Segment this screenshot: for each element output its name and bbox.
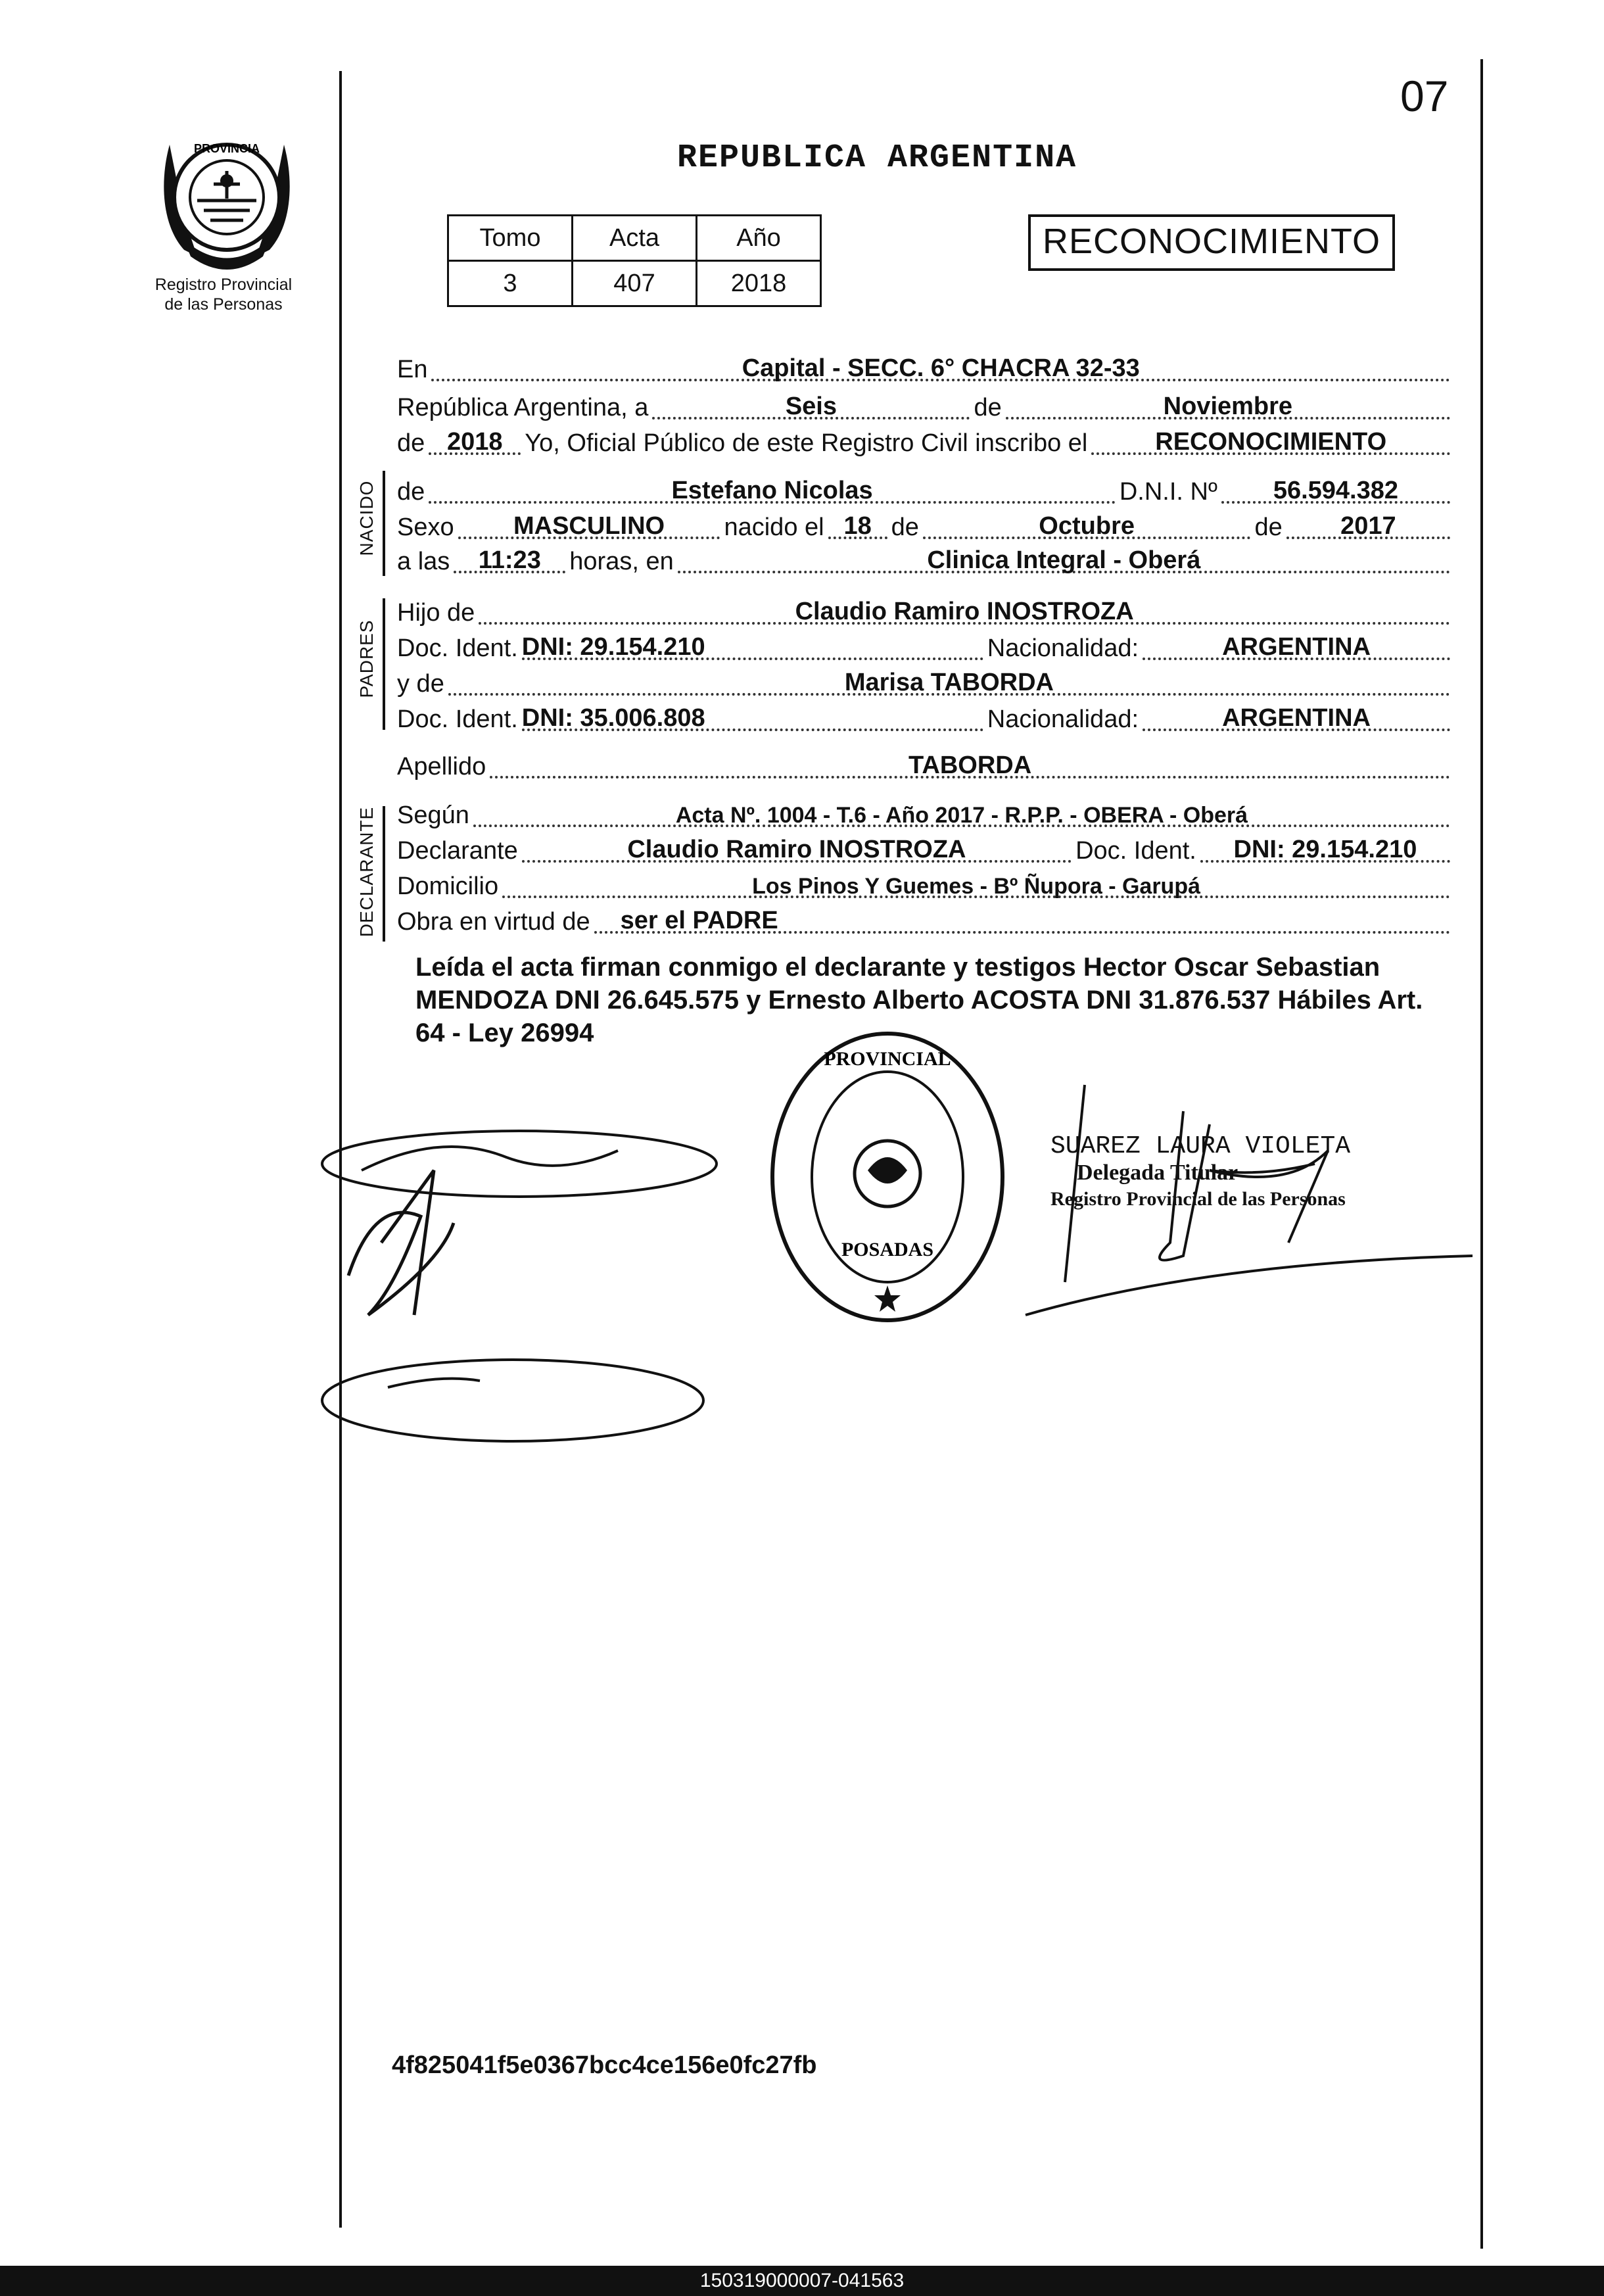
official-name: SUAREZ LAURA VIOLETA <box>1050 1132 1351 1160</box>
yo-text: Yo, Oficial Público de este Registro Civil inscribo el <box>525 429 1088 457</box>
madre-doc-label: Doc. Ident. <box>397 706 518 733</box>
nacido-sexo: MASCULINO <box>513 512 665 540</box>
svg-text:PROVINCIAL: PROVINCIAL <box>824 1048 951 1070</box>
line-nacido-hora <box>397 543 1454 579</box>
hijo-de-label: Hijo de <box>397 599 475 627</box>
registry-table <box>447 214 822 307</box>
closing-text: Leída el acta firman conmigo el declarante y testigos Hector Oscar Sebastian MENDOZA DNI 26.645.575 y Ernesto Alberto ACOSTA DNI 31.876.537 Hábiles Art. 64 - Ley 26994 <box>415 953 1423 1047</box>
a-las-label: a las <box>397 548 450 575</box>
provincial-seal <box>158 125 296 276</box>
line-y-de <box>397 665 1454 701</box>
padre-nac-label: Nacionalidad: <box>987 634 1139 662</box>
official-office: Registro Provincial de las Personas <box>1050 1188 1346 1210</box>
nacido-de-label: de <box>397 478 425 506</box>
horas-en-label: horas, en <box>569 548 674 575</box>
declarante-side-label: DECLARANTE <box>356 806 377 938</box>
nacido-mes: Octubre <box>1039 512 1135 540</box>
nacido-anio: 2017 <box>1340 512 1396 540</box>
seal-icon <box>158 125 296 276</box>
seal-caption-line1: Registro Provincial <box>154 275 293 294</box>
official-block <box>1050 1134 1350 1212</box>
nacido-dia: 18 <box>843 512 872 540</box>
anio-value: 2018 <box>447 428 503 456</box>
document-title: REPUBLICA ARGENTINA <box>677 139 1077 177</box>
nacido-side-label: NACIDO <box>356 480 377 556</box>
seal-caption-line2: de las Personas <box>164 295 283 314</box>
line-declarante <box>397 832 1454 868</box>
table-header-anio: Año <box>697 216 821 261</box>
padres-bracket <box>383 598 385 730</box>
de2-label: de <box>397 429 425 457</box>
official-stamp <box>763 1026 1012 1328</box>
republica-label: República Argentina, a <box>397 394 649 421</box>
table-value-tomo: 3 <box>448 261 573 306</box>
domicilio-value: Los Pinos Y Guemes - Bº Ñupora - Garupá <box>752 874 1200 899</box>
nacido-de-label3: de <box>1254 514 1283 541</box>
padre-doc-label: Doc. Ident. <box>397 634 518 662</box>
line-en <box>397 351 1454 387</box>
apellido-value: TABORDA <box>908 752 1032 779</box>
madre-nac-label: Nacionalidad: <box>987 706 1139 733</box>
official-role: Delegada Titular <box>1077 1160 1238 1185</box>
padres-side-label: PADRES <box>356 619 377 698</box>
line-republica <box>397 389 1454 425</box>
document-hash: 4f825041f5e0367bcc4ce156e0fc27fb <box>392 2051 817 2079</box>
inscribo-value: RECONOCIMIENTO <box>1155 428 1387 456</box>
page-number: 07 <box>1400 72 1449 120</box>
obra-value: ser el PADRE <box>620 907 778 934</box>
madre-doc: DNI: 35.006.808 <box>521 704 705 732</box>
footer-code: 150319000007-041563 <box>0 2266 1604 2296</box>
nacido-el-label: nacido el <box>724 514 824 541</box>
sexo-label: Sexo <box>397 514 454 541</box>
madre-nac: ARGENTINA <box>1222 704 1371 732</box>
de-label: de <box>974 394 1002 421</box>
signature-icon <box>309 1118 782 1447</box>
apellido-label: Apellido <box>397 753 486 780</box>
dni-label: D.N.I. Nº <box>1119 478 1217 506</box>
seal-caption <box>125 275 322 314</box>
line-segun <box>397 797 1454 832</box>
segun-label: Según <box>397 801 469 829</box>
line-hijo-de <box>397 594 1454 630</box>
table-value-acta: 407 <box>573 261 697 306</box>
stamp-icon <box>763 1026 1012 1328</box>
declarante-doc: DNI: 29.154.210 <box>1233 836 1417 863</box>
signatures-left <box>309 1118 782 1447</box>
padre-nombre: Claudio Ramiro INOSTROZA <box>795 598 1134 625</box>
table-value-anio: 2018 <box>697 261 821 306</box>
line-nacido-nombre <box>397 473 1454 509</box>
declarante-doc-label: Doc. Ident. <box>1075 837 1196 865</box>
obra-label: Obra en virtud de <box>397 908 590 936</box>
declarante-label: Declarante <box>397 837 518 865</box>
line-madre-doc <box>397 701 1454 736</box>
right-margin-line <box>1480 59 1483 2249</box>
padre-nac: ARGENTINA <box>1222 633 1371 661</box>
y-de-label: y de <box>397 670 444 698</box>
table-header-acta: Acta <box>573 216 697 261</box>
line-padre-doc <box>397 630 1454 665</box>
line-domicilio <box>397 868 1454 903</box>
declarante-bracket <box>383 806 385 942</box>
nacido-de-label2: de <box>891 514 919 541</box>
nacido-dni: 56.594.382 <box>1273 477 1399 504</box>
svg-text:POSADAS: POSADAS <box>841 1239 934 1260</box>
padre-doc: DNI: 29.154.210 <box>521 633 705 661</box>
table-header-tomo: Tomo <box>448 216 573 261</box>
dia-value: Seis <box>785 393 837 420</box>
svg-text:PROVINCIA: PROVINCIA <box>193 142 260 155</box>
line-inscribo <box>397 425 1454 460</box>
nacido-bracket <box>383 471 385 576</box>
domicilio-label: Domicilio <box>397 873 499 900</box>
act-type-box: RECONOCIMIENTO <box>1028 214 1395 271</box>
line-apellido <box>397 748 1454 784</box>
nacido-hora: 11:23 <box>478 546 541 574</box>
mes-value: Noviembre <box>1163 393 1293 420</box>
nacido-nombre: Estefano Nicolas <box>671 477 873 504</box>
declarante-nombre: Claudio Ramiro INOSTROZA <box>627 836 966 863</box>
line-nacido-sexo <box>397 509 1454 544</box>
nacido-lugar: Clinica Integral - Oberá <box>927 546 1201 574</box>
madre-nombre: Marisa TABORDA <box>844 669 1054 696</box>
en-value: Capital - SECC. 6° CHACRA 32-33 <box>742 354 1140 382</box>
line-obra <box>397 903 1454 939</box>
en-label: En <box>397 356 428 383</box>
segun-value: Acta Nº. 1004 - T.6 - Año 2017 - R.P.P. - OBERA - Oberá <box>675 803 1248 828</box>
